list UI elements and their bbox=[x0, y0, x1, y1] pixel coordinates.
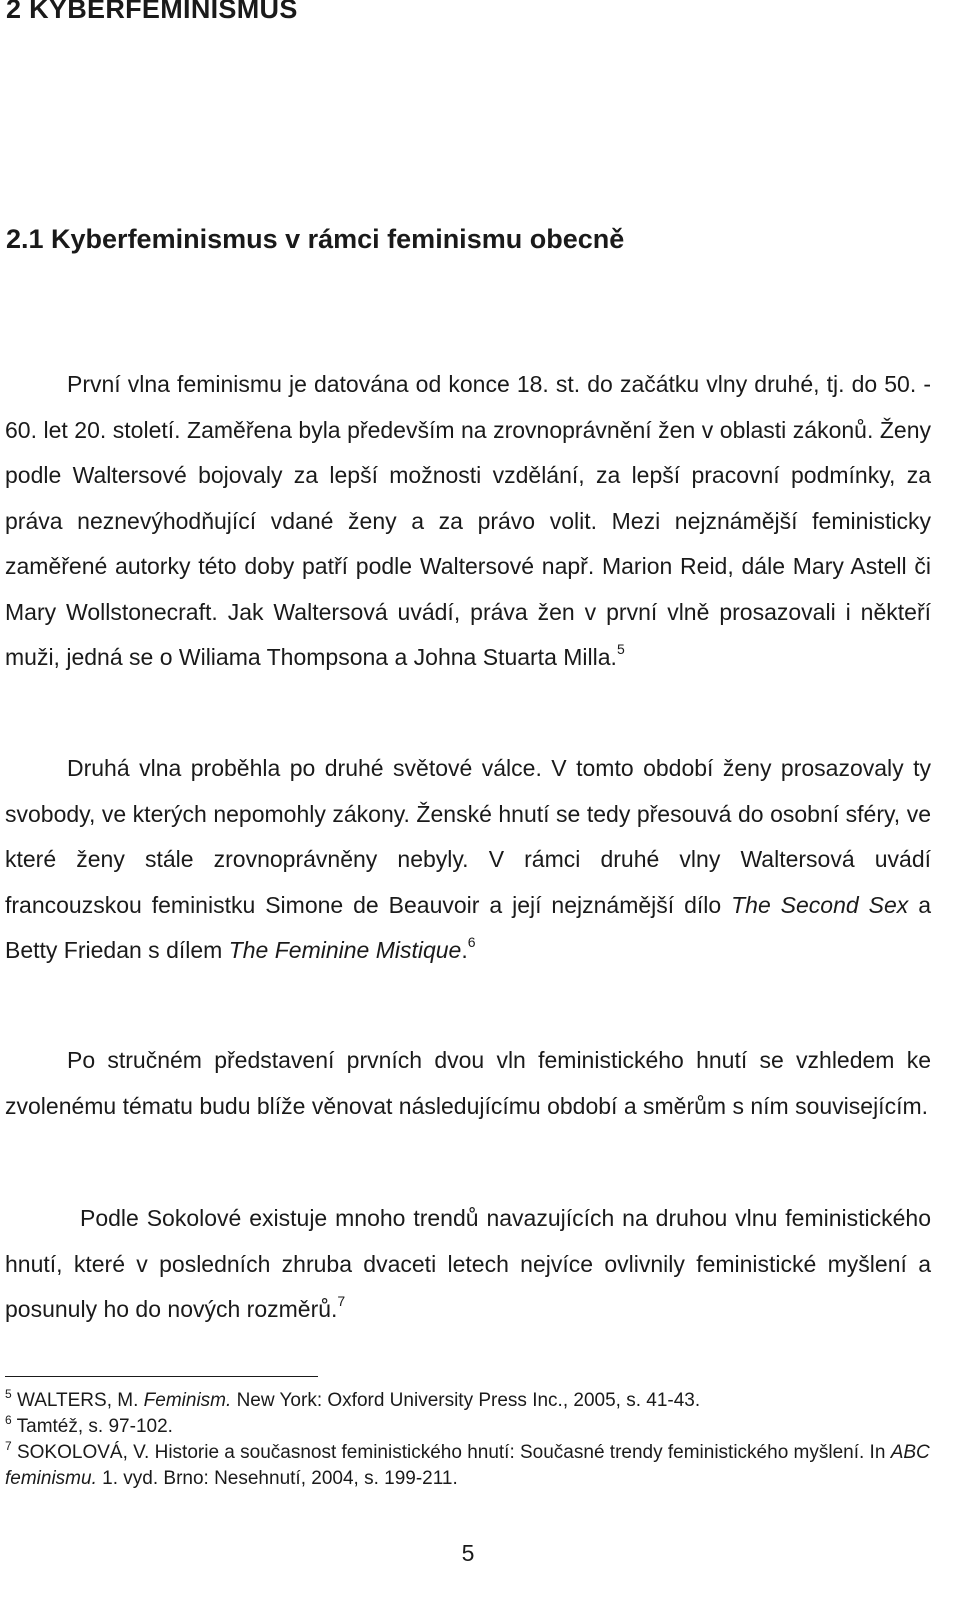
footnote-number: 5 bbox=[5, 1387, 12, 1401]
footnote-text: Tamtéž, s. 97-102. bbox=[16, 1416, 173, 1437]
footnote-ref-7[interactable]: 7 bbox=[337, 1293, 346, 1309]
paragraph-second-wave bbox=[5, 746, 931, 974]
footnote-7 bbox=[5, 1440, 935, 1492]
footnote-ref-6[interactable]: 6 bbox=[467, 934, 476, 950]
paragraph-transition bbox=[5, 1038, 931, 1129]
paragraph-trends bbox=[5, 1196, 931, 1333]
footnote-ref-5[interactable]: 5 bbox=[616, 641, 625, 657]
footnote-5 bbox=[5, 1388, 935, 1414]
footnote-author: WALTERS, M. bbox=[16, 1390, 139, 1411]
footnote-text: SOKOLOVÁ, V. Historie a současnost feministického hnutí: Současné trendy feministického myšlení. In bbox=[16, 1442, 886, 1463]
chapter-title: 2 KYBERFEMINISMUS bbox=[6, 0, 298, 24]
footnote-title: Feminism. bbox=[143, 1390, 232, 1411]
paragraph-text: Podle Sokolové existuje mnoho trendů navazujících na druhou vlnu feministického hnutí, které v posledních zhruba dvaceti letech nejvíce ovlivnily feministické myšlení a posunuly ho do nových rozměrů. bbox=[5, 1205, 931, 1322]
book-title-feminine-mistique: The Feminine Mistique bbox=[228, 937, 462, 963]
footnote-6 bbox=[5, 1414, 935, 1440]
footnote-text: New York: Oxford University Press Inc., 2005, s. 41-43. bbox=[236, 1390, 701, 1411]
footnotes bbox=[5, 1388, 935, 1492]
paragraph-text: a Betty Friedan s dílem bbox=[5, 891, 931, 963]
paragraph-text: První vlna feminismu je datována od konce 18. st. do začátku vlny druhé, tj. do 50. - 60. let 20. století. Zaměřena byla především na zrovnoprávnění žen v oblasti zákonů. Ženy podle Waltersové bojovaly za lepší možnosti vzdělání, za lepší pracovní podmínky, za práva neznevýhodňující vdané ženy a za právo volit. Mezi nejznámější feministicky zaměřené autorky této doby patří podle Waltersové např. Marion Reid, dále Mary Astell či Mary Wollstonecraft. Jak Waltersová uvádí, práva žen v první vlně prosazovali i někteří muži, jedná se o Wiliama Thompsona a Johna Stuarta Milla. bbox=[5, 371, 931, 670]
paragraph-text: Po stručném představení prvních dvou vln feministického hnutí se vzhledem ke zvolenému tématu budu blíže věnovat následujícímu období a směrům s ním souvisejícím. bbox=[5, 1047, 931, 1119]
page-number: 5 bbox=[461, 1540, 475, 1566]
paragraph-first-wave bbox=[5, 362, 931, 681]
footnote-text: 1. vyd. Brno: Nesehnutí, 2004, s. 199-211. bbox=[102, 1468, 458, 1489]
footnote-number: 7 bbox=[5, 1439, 12, 1453]
paragraph-text: Druhá vlna proběhla po druhé světové válce. V tomto období ženy prosazovaly ty svobody, ve kterých nepomohly zákony. Ženské hnutí se tedy přesouvá do osobní sféry, ve které ženy stále zrovnoprávněny nebyly. V rámci druhé vlny Waltersová uvádí francouzskou feministku Simone de Beauvoir a její nejznámější dílo bbox=[5, 755, 931, 918]
footnote-title: ABC feminismu. bbox=[5, 1442, 930, 1489]
book-title-second-sex: The Second Sex bbox=[731, 891, 909, 918]
footnote-separator bbox=[5, 1376, 318, 1377]
paragraph-text: . bbox=[461, 937, 468, 963]
section-title: 2.1 Kyberfeminismus v rámci feminismu obecně bbox=[6, 224, 625, 254]
footnote-number: 6 bbox=[5, 1413, 12, 1427]
